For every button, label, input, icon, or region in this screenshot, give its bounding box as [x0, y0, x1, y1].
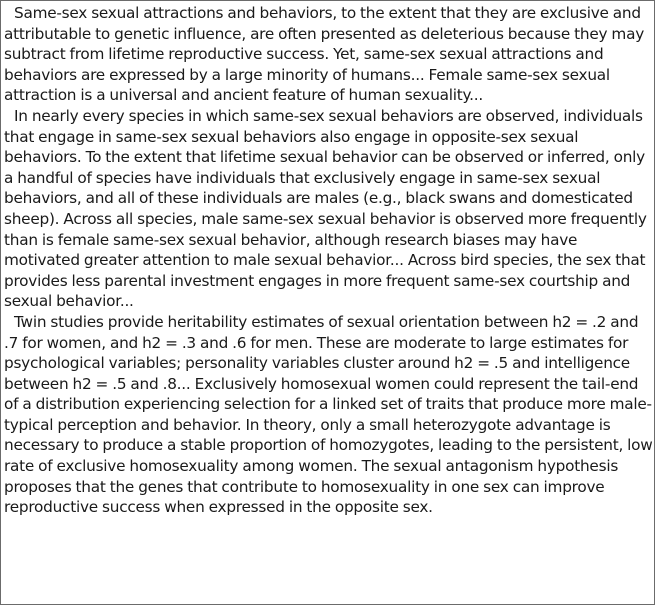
document-body — [4, 3, 654, 518]
paragraph-1: Same-sex sexual attractions and behaviors, to the extent that they are exclusive and attributable to genetic influence, are often presented as deleterious because they may subtract from lifetime reproductive success. Yet, same-sex sexual attractions and behaviors are expressed by a large minority of humans... Female same-sex sexual attraction is a universal and ancient feature of human sexuality... — [4, 4, 644, 105]
paragraph-2: In nearly every species in which same-sex sexual behaviors are observed, individuals that engage in same-sex sexual behaviors also engage in opposite-sex sexual behaviors. To the extent that lifetime sexual behavior can be observed or inferred, only a handful of species have individuals that exclusively engage in same-sex sexual behaviors, and all of these individuals are males (e.g., black swans and domesticated sheep). Across all species, male same-sex sexual behavior is observed more frequently than is female same-sex sexual behavior, although research biases may have motivated greater attention to male sexual behavior... Across bird species, the sex that provides less parental investment engages in more frequent same-sex courtship and sexual behavior... — [4, 106, 647, 311]
paragraph-3: Twin studies provide heritability estimates of sexual orientation between h2 = .2 and .7 for women, and h2 = .3 and .6 for men. These are moderate to large estimates for psychological variables; personality variables cluster around h2 = .5 and intelligence between h2 = .5 and .8... Exclusively homosexual women could represent the tail-end of a distribution experiencing selection for a linked set of traits that produce more male-typical perception and behavior. In theory, only a small heterozygote advantage is necessary to produce a stable proportion of homozygotes, leading to the persistent, low rate of exclusive homosexuality among women. The sexual antagonism hypothesis proposes that the genes that contribute to homosexuality in one sex can improve reproductive success when expressed in the opposite sex. — [4, 312, 653, 517]
